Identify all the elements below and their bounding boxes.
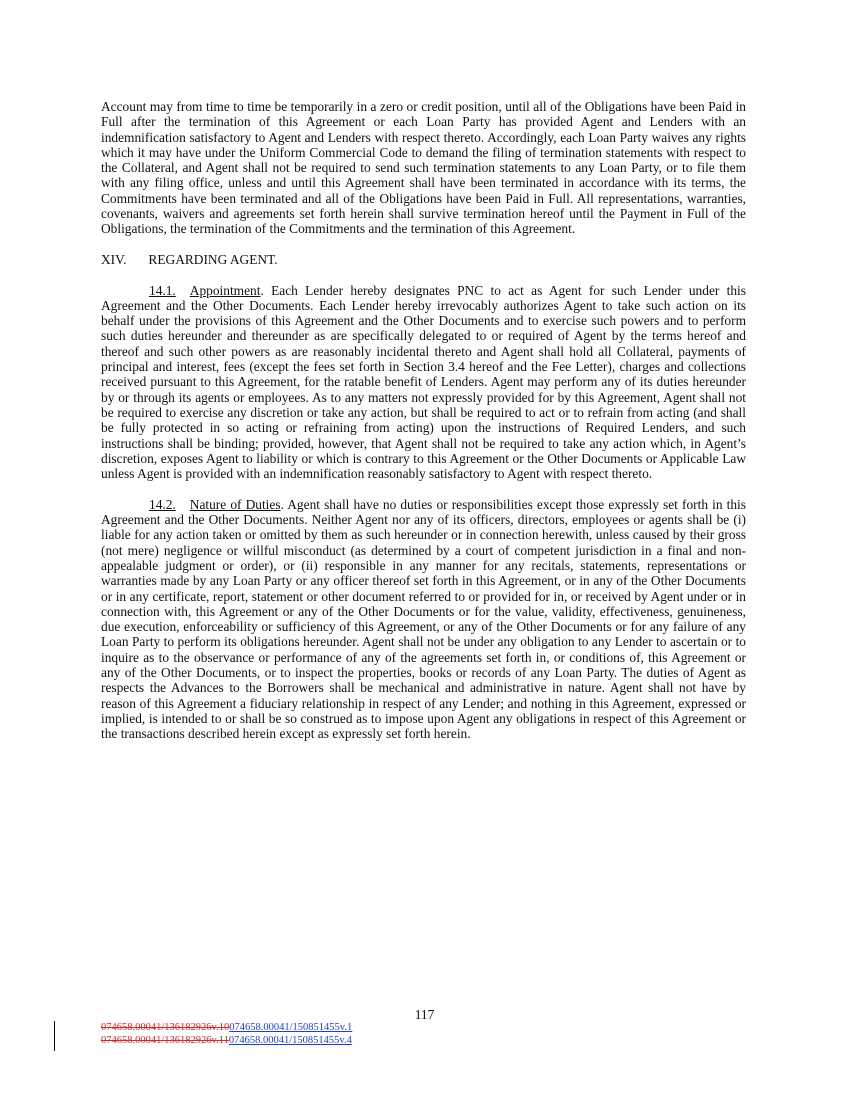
revision-change-bar [54, 1021, 55, 1051]
section-body: . Agent shall have no duties or responsibilities except those expressly set forth in this Agreement and the Other Documents. Neither Agent nor any of its officers, directors, employees or agents shall be (i) liable for any action taken or omitted by them as such hereunder or in connection herewith, unless caused by their gross (not mere) negligence or willful misconduct (as determined by a court of competent jurisdiction in a final and non-appealable judgment or order), or (ii) responsible in any manner for any recitals, statements, representations or warranties made by any Loan Party or any officer thereof set forth in this Agreement, or in any of the Other Documents or in any certificate, report, statement or other document referred to or provided for in, or received by Agent under or in connection with, this Agreement or any of the Other Documents or for the value, validity, effectiveness, genuineness, due execution, enforceability or sufficiency of this Agreement, or any of the Other Documents or for any failure of any Loan Party to perform its obligations hereunder. Agent shall not be under any obligation to any Lender to ascertain or to inquire as to the observance or performance of any of the agreements set forth in, or conditions of, this Agreement or any of the Other Documents, or to inspect the properties, books or records of any Loan Party. The duties of Agent as respects the Advances to the Borrowers shall be mechanical and administrative in nature. Agent shall not have by reason of this Agreement a fiduciary relationship in respect of any Lender; and nothing in this Agreement, expressed or implied, is intended to or shall be so construed as to impose upon Agent any obligations in respect of this Agreement or the transactions described herein except as expressly set forth herein. [101, 496, 746, 742]
paragraph-spacer [101, 481, 746, 496]
section-number: 14.1. [149, 282, 176, 298]
deleted-doc-id: 074658.00041/136182926v.11 [101, 1035, 229, 1046]
doc-id-line [101, 1021, 352, 1034]
section-title: Appointment [189, 282, 261, 298]
article-title: REGARDING AGENT. [148, 251, 278, 267]
document-body [101, 99, 746, 741]
paragraph-spacer [101, 267, 746, 282]
section-body: . Each Lender hereby designates PNC to act as Agent for such Lender under this Agreement and the Other Documents. Each Lender hereby irrevocably authorizes Agent to take such action on its behalf under the provisions of this Agreement and the Other Documents and to exercise such powers and to perform such duties hereunder and thereunder as are specifically delegated to or required of Agent by the terms hereof and thereof and such other powers as are reasonably incidental thereto and Agent shall hold all Collateral, payments of principal and interest, fees (except the fees set forth in Section 3.4 hereof and the Fee Letter), charges and collections received pursuant to this Agreement, for the ratable benefit of Lenders. Agent may perform any of its duties hereunder by or through its agents or employees. As to any matters not expressly provided for by this Agreement, Agent shall not be required to exercise any discretion or take any action, but shall be required to act or to refrain from acting (and shall be fully protected in so acting or refraining from acting) upon the instructions of Required Lenders, and such instructions shall be binding; provided, however, that Agent shall not be required to take any action which, in Agent’s discretion, exposes Agent to liability or which is contrary to this Agreement or the Other Documents or Applicable Law unless Agent is provided with an indemnification reasonably satisfactory to Agent with respect thereto. [101, 282, 746, 482]
article-number: XIV. [101, 251, 127, 267]
doc-id-line [101, 1034, 352, 1047]
inserted-doc-id: 074658.00041/150851455v.4 [228, 1035, 352, 1046]
section-title: Nature of Duties [189, 496, 281, 512]
paragraph-spacer [101, 237, 746, 252]
inserted-doc-id: 074658.00041/150851455v.1 [229, 1022, 353, 1033]
section-14-2 [101, 497, 746, 742]
intro-paragraph: Account may from time to time be temporarily in a zero or credit position, until all of the Obligations have been Paid in Full after the termination of this Agreement or each Loan Party has provided Agent and Lenders with an indemnification satisfactory to Agent and Lenders with respect thereto. Accordingly, each Loan Party waives any rights which it may have under the Uniform Commercial Code to demand the filing of termination statements with respect to the Collateral, and Agent shall not be required to send such termination statements to any Loan Party, or to file them with any filing office, unless and until this Agreement shall have been terminated in accordance with its terms, the Commitments have been terminated and all of the Obligations have been Paid in Full. All representations, warranties, covenants, waivers and agreements set forth herein shall survive termination hereof until the Payment in Full of the Obligations, the termination of the Commitments and the termination of this Agreement. [101, 99, 746, 237]
section-14-1 [101, 283, 746, 482]
deleted-doc-id: 074658.00041/136182926v.10 [101, 1022, 230, 1033]
document-id-footer [101, 1021, 352, 1047]
section-number: 14.2. [149, 496, 176, 512]
page-number: 117 [414, 1007, 435, 1022]
article-heading [101, 252, 746, 267]
